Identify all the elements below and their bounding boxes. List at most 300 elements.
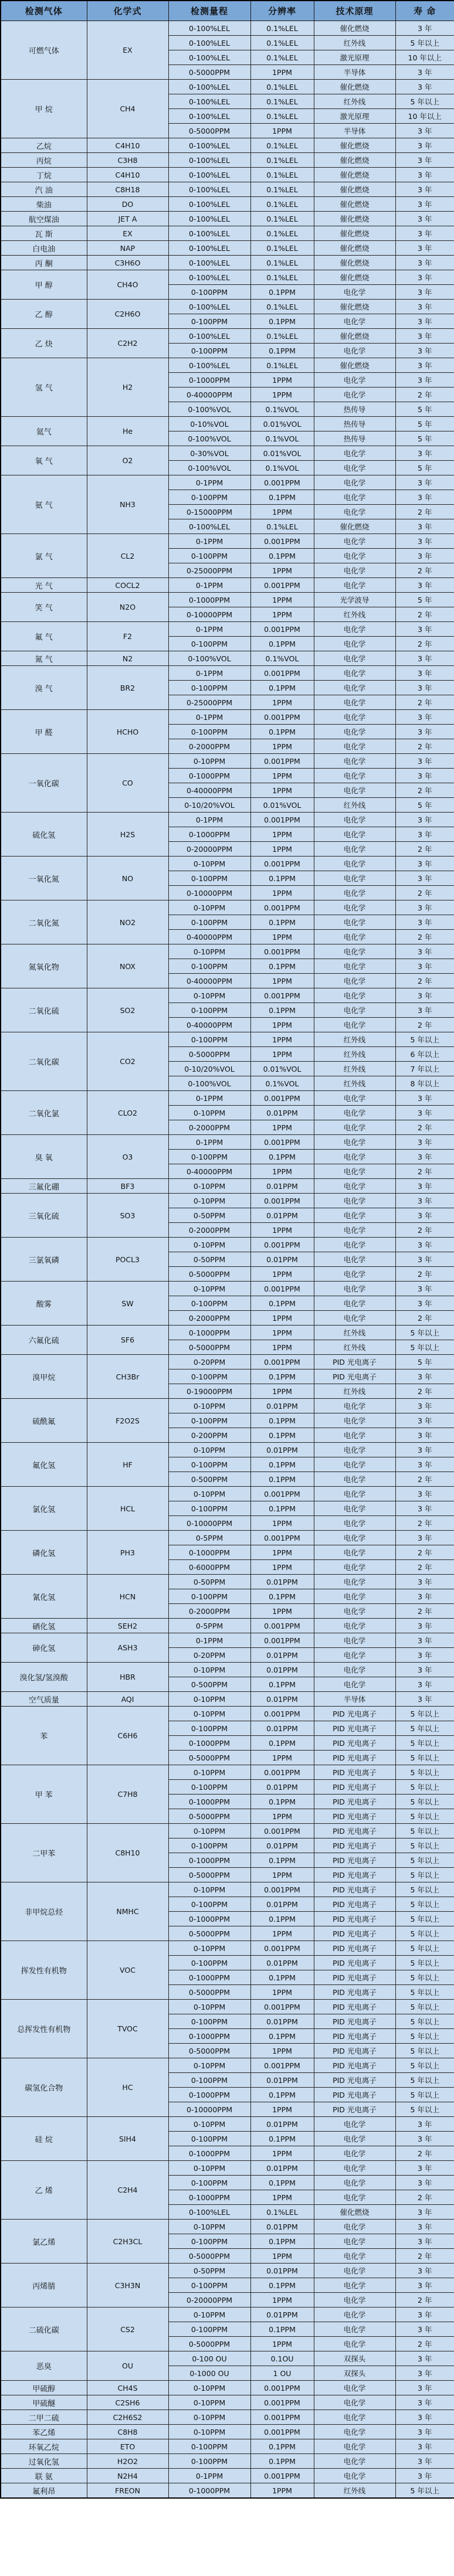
cell-formula: N2 xyxy=(87,651,168,666)
cell-range: 0-5000PPM xyxy=(168,1985,250,2000)
cell-principle: 电化学 xyxy=(314,1677,395,1692)
cell-formula: CH4S xyxy=(87,2381,168,2395)
cell-resolution: 1PPM xyxy=(250,2044,314,2058)
cell-range: 0-100%LEL xyxy=(168,256,250,270)
cell-resolution: 0.1PPM xyxy=(250,1472,314,1487)
cell-formula: C4H10 xyxy=(87,138,168,153)
cell-range: 0-19000PPM xyxy=(168,1384,250,1399)
cell-life: 3 年 xyxy=(395,373,454,388)
cell-principle: 激光原理 xyxy=(314,109,395,124)
cell-formula: POCL3 xyxy=(87,1238,168,1282)
cell-principle: 电化学 xyxy=(314,2264,395,2278)
cell-range: 0-40000PPM xyxy=(168,388,250,402)
cell-resolution: 1PPM xyxy=(250,1926,314,1941)
table-row xyxy=(1,651,454,666)
cell-range: 0-10PPM xyxy=(168,2117,250,2132)
cell-life: 2 年 xyxy=(395,1604,454,1619)
cell-formula: C2SH6 xyxy=(87,2395,168,2410)
column-header: 检测量程 xyxy=(168,1,250,21)
cell-range: 0-15000PPM xyxy=(168,505,250,519)
cell-life: 3 年 xyxy=(395,710,454,725)
cell-life: 5 年以上 xyxy=(395,1868,454,1882)
cell-life: 3 年 xyxy=(395,65,454,80)
cell-resolution: 0.001PPM xyxy=(250,988,314,1003)
cell-range: 0-5000PPM xyxy=(168,1047,250,1062)
cell-life: 3 年 xyxy=(395,754,454,769)
cell-resolution: 0.001PPM xyxy=(250,1707,314,1721)
cell-resolution: 0.01PPM xyxy=(250,1179,314,1194)
cell-principle: 电化学 xyxy=(314,1531,395,1545)
cell-principle: PID 光电离子 xyxy=(314,1795,395,1809)
cell-life: 3 年 xyxy=(395,2220,454,2234)
cell-life: 3 年 xyxy=(395,80,454,94)
cell-life: 3 年 xyxy=(395,1252,454,1267)
cell-range: 0-100PPM xyxy=(168,1457,250,1472)
cell-gas: 乙烷 xyxy=(1,138,87,153)
cell-formula: HCN xyxy=(87,1575,168,1619)
table-row xyxy=(1,358,454,373)
cell-life: 3 年 xyxy=(395,1369,454,1384)
cell-principle: 半导体 xyxy=(314,1692,395,1707)
cell-range: 0-1000PPM xyxy=(168,769,250,783)
table-row xyxy=(1,1707,454,1721)
cell-range: 0-1000PPM xyxy=(168,2029,250,2044)
cell-range: 0-1000PPM xyxy=(168,2483,250,2499)
cell-resolution: 0.1OU xyxy=(250,2351,314,2366)
cell-principle: 电化学 xyxy=(314,2278,395,2293)
cell-range: 0-10000PPM xyxy=(168,1516,250,1531)
cell-gas: 丙烷 xyxy=(1,153,87,168)
cell-principle: 电化学 xyxy=(314,1252,395,1267)
cell-formula: H2S xyxy=(87,813,168,857)
cell-resolution: 0.01PPM xyxy=(250,1838,314,1853)
cell-life: 10 年以上 xyxy=(395,50,454,65)
cell-range: 0-100%LEL xyxy=(168,50,250,65)
cell-range: 0-10/20%VOL xyxy=(168,798,250,813)
table-row xyxy=(1,2161,454,2176)
cell-principle: PID 光电离子 xyxy=(314,1369,395,1384)
cell-principle: 双探头 xyxy=(314,2351,395,2366)
cell-resolution: 0.1PPM xyxy=(250,871,314,886)
table-row xyxy=(1,475,454,490)
cell-gas: 甲 醛 xyxy=(1,710,87,754)
table-row xyxy=(1,80,454,94)
cell-resolution: 0.01PPM xyxy=(250,1106,314,1120)
cell-range: 0-100PPM xyxy=(168,871,250,886)
table-row xyxy=(1,593,454,607)
cell-principle: 电化学 xyxy=(314,344,395,358)
cell-life: 3 年 xyxy=(395,1238,454,1252)
cell-formula: C8H8 xyxy=(87,2425,168,2439)
cell-range: 0-100PPM xyxy=(168,1032,250,1047)
cell-life: 3 年 xyxy=(395,622,454,637)
cell-gas: 甲 醇 xyxy=(1,270,87,300)
cell-gas: 三氯氧磷 xyxy=(1,1238,87,1282)
cell-resolution: 0.001PPM xyxy=(250,475,314,490)
cell-principle: 红外线 xyxy=(314,1032,395,1047)
cell-principle: 电化学 xyxy=(314,373,395,388)
cell-life: 3 年 xyxy=(395,1135,454,1150)
table-row xyxy=(1,241,454,256)
cell-range: 0-100PPM xyxy=(168,637,250,651)
cell-principle: 电化学 xyxy=(314,388,395,402)
cell-principle: 电化学 xyxy=(314,2322,395,2337)
cell-resolution: 1PPM xyxy=(250,505,314,519)
table-row xyxy=(1,622,454,637)
cell-resolution: 1PPM xyxy=(250,930,314,944)
cell-principle: 催化燃烧 xyxy=(314,182,395,197)
cell-life: 3 年 xyxy=(395,959,454,974)
cell-resolution: 0.01PPM xyxy=(250,1780,314,1795)
cell-principle: 催化燃烧 xyxy=(314,329,395,344)
cell-principle: 电化学 xyxy=(314,578,395,593)
cell-range: 0-100%LEL xyxy=(168,94,250,109)
cell-principle: 电化学 xyxy=(314,2220,395,2234)
cell-range: 0-100%LEL xyxy=(168,21,250,36)
cell-principle: 电化学 xyxy=(314,2395,395,2410)
cell-resolution: 1PPM xyxy=(250,1809,314,1824)
cell-resolution: 0.1PPM xyxy=(250,1677,314,1692)
table-row xyxy=(1,1282,454,1296)
cell-gas: 空气质量 xyxy=(1,1692,87,1707)
cell-resolution: 0.001PPM xyxy=(250,1091,314,1106)
cell-resolution: 0.01%VOL xyxy=(250,798,314,813)
cell-life: 5 年以上 xyxy=(395,1941,454,1956)
cell-range: 0-100PPM xyxy=(168,1589,250,1604)
cell-life: 3 年 xyxy=(395,1282,454,1296)
cell-resolution: 0.01%VOL xyxy=(250,417,314,431)
cell-principle: 热传导 xyxy=(314,431,395,446)
cell-range: 0-10PPM xyxy=(168,2395,250,2410)
cell-resolution: 0.1PPM xyxy=(250,1853,314,1868)
cell-resolution: 0.01PPM xyxy=(250,1663,314,1677)
cell-range: 0-2000PPM xyxy=(168,1311,250,1326)
cell-principle: PID 光电离子 xyxy=(314,1897,395,1912)
cell-gas: 白电油 xyxy=(1,241,87,256)
cell-formula: He xyxy=(87,417,168,446)
cell-resolution: 0.001PPM xyxy=(250,1531,314,1545)
cell-gas: 氯乙烯 xyxy=(1,2220,87,2264)
cell-range: 0-10PPM xyxy=(168,2000,250,2014)
table-row xyxy=(1,813,454,827)
cell-range: 0-100%VOL xyxy=(168,431,250,446)
cell-gas: 臭 氧 xyxy=(1,1135,87,1179)
cell-resolution: 0.1PPM xyxy=(250,1457,314,1472)
cell-principle: PID 光电离子 xyxy=(314,2088,395,2102)
cell-life: 3 年 xyxy=(395,2117,454,2132)
cell-principle: PID 光电离子 xyxy=(314,2000,395,2014)
cell-range: 0-100PPM xyxy=(168,2014,250,2029)
cell-resolution: 1PPM xyxy=(250,695,314,710)
cell-life: 5 年以上 xyxy=(395,1809,454,1824)
cell-principle: PID 光电离子 xyxy=(314,1765,395,1780)
cell-principle: 电化学 xyxy=(314,1472,395,1487)
cell-gas: 氟利昂 xyxy=(1,2483,87,2499)
cell-formula: ETO xyxy=(87,2439,168,2454)
cell-resolution: 1PPM xyxy=(250,65,314,80)
cell-resolution: 0.1PPM xyxy=(250,725,314,739)
cell-life: 3 年 xyxy=(395,1589,454,1604)
cell-principle: 电化学 xyxy=(314,2293,395,2307)
cell-life: 3 年 xyxy=(395,2395,454,2410)
table-row xyxy=(1,212,454,226)
cell-formula: AQI xyxy=(87,1692,168,1707)
cell-resolution: 1PPM xyxy=(250,1120,314,1135)
cell-resolution: 0.1PPM xyxy=(250,2176,314,2190)
cell-principle: 电化学 xyxy=(314,1619,395,1633)
cell-life: 5 年以上 xyxy=(395,2483,454,2499)
cell-range: 0-100PPM xyxy=(168,2234,250,2249)
cell-gas: 瓦 斯 xyxy=(1,226,87,241)
cell-principle: 催化燃烧 xyxy=(314,21,395,36)
cell-range: 0-1000PPM xyxy=(168,2146,250,2161)
cell-range: 0-10PPM xyxy=(168,988,250,1003)
cell-range: 0-5000PPM xyxy=(168,2249,250,2264)
cell-resolution: 0.1%VOL xyxy=(250,461,314,475)
cell-resolution: 0.001PPM xyxy=(250,2410,314,2425)
cell-life: 3 年 xyxy=(395,1619,454,1633)
cell-gas: 二氧化硫 xyxy=(1,988,87,1032)
cell-resolution: 0.001PPM xyxy=(250,710,314,725)
cell-range: 0-10000PPM xyxy=(168,2102,250,2117)
cell-range: 0-10PPM xyxy=(168,1238,250,1252)
cell-life: 5 年以上 xyxy=(395,1838,454,1853)
cell-range: 0-20PPM xyxy=(168,1648,250,1663)
column-header: 化学式 xyxy=(87,1,168,21)
cell-life: 3 年 xyxy=(395,1150,454,1164)
cell-range: 0-5000PPM xyxy=(168,1751,250,1765)
table-row xyxy=(1,1824,454,1838)
cell-life: 5 年以上 xyxy=(395,2088,454,2102)
table-row xyxy=(1,1633,454,1648)
cell-principle: 电化学 xyxy=(314,988,395,1003)
cell-gas: 硒化氢 xyxy=(1,1619,87,1633)
cell-principle: 电化学 xyxy=(314,1282,395,1296)
cell-resolution: 0.1PPM xyxy=(250,959,314,974)
cell-principle: 电化学 xyxy=(314,725,395,739)
cell-principle: 热传导 xyxy=(314,402,395,417)
cell-range: 0-40000PPM xyxy=(168,1164,250,1179)
cell-resolution: 0.1%LEL xyxy=(250,212,314,226)
cell-formula: NAP xyxy=(87,241,168,256)
cell-range: 0-100PPM xyxy=(168,1897,250,1912)
gas-table-header xyxy=(1,1,454,21)
table-row xyxy=(1,1135,454,1150)
cell-life: 3 年 xyxy=(395,549,454,563)
cell-range: 0-1000PPM xyxy=(168,1736,250,1751)
cell-life: 5 年 xyxy=(395,461,454,475)
cell-life: 5 年以上 xyxy=(395,1970,454,1985)
cell-formula: N2H4 xyxy=(87,2469,168,2483)
cell-range: 0-50PPM xyxy=(168,1575,250,1589)
cell-principle: 催化燃烧 xyxy=(314,153,395,168)
cell-resolution: 0.1%LEL xyxy=(250,138,314,153)
cell-range: 0-100PPM xyxy=(168,2454,250,2469)
cell-principle: 催化燃烧 xyxy=(314,80,395,94)
cell-resolution: 1PPM xyxy=(250,1018,314,1032)
cell-formula: C3H8 xyxy=(87,153,168,168)
cell-gas: 一氧化氮 xyxy=(1,857,87,900)
cell-resolution: 0.1%LEL xyxy=(250,226,314,241)
table-row xyxy=(1,197,454,212)
cell-principle: PID 光电离子 xyxy=(314,1970,395,1985)
cell-life: 2 年 xyxy=(395,2293,454,2307)
cell-principle: PID 光电离子 xyxy=(314,1355,395,1369)
cell-range: 0-100PPM xyxy=(168,2132,250,2146)
cell-resolution: 0.1PPM xyxy=(250,1795,314,1809)
table-row xyxy=(1,578,454,593)
cell-principle: 电化学 xyxy=(314,651,395,666)
cell-principle: 电化学 xyxy=(314,314,395,329)
cell-principle: 电化学 xyxy=(314,739,395,754)
cell-life: 5 年以上 xyxy=(395,2073,454,2088)
cell-life: 5 年 xyxy=(395,417,454,431)
cell-range: 0-10PPM xyxy=(168,1765,250,1780)
cell-life: 3 年 xyxy=(395,578,454,593)
cell-principle: 双探头 xyxy=(314,2366,395,2381)
cell-principle: 电化学 xyxy=(314,900,395,915)
cell-principle: 红外线 xyxy=(314,1384,395,1399)
cell-resolution: 0.1PPM xyxy=(250,2322,314,2337)
cell-gas: 二甲二硫 xyxy=(1,2410,87,2425)
cell-life: 3 年 xyxy=(395,2366,454,2381)
cell-life: 3 年 xyxy=(395,651,454,666)
cell-principle: 电化学 xyxy=(314,1106,395,1120)
cell-range: 0-40000PPM xyxy=(168,930,250,944)
cell-gas: 氨 气 xyxy=(1,475,87,534)
table-row xyxy=(1,226,454,241)
cell-range: 0-1PPM xyxy=(168,578,250,593)
cell-principle: 电化学 xyxy=(314,813,395,827)
cell-principle: 电化学 xyxy=(314,1311,395,1326)
cell-life: 3 年 xyxy=(395,2351,454,2366)
cell-life: 3 年 xyxy=(395,2264,454,2278)
cell-range: 0-100PPM xyxy=(168,314,250,329)
table-row xyxy=(1,710,454,725)
cell-principle: 催化燃烧 xyxy=(314,519,395,534)
column-header: 寿 命 xyxy=(395,1,454,21)
cell-life: 2 年 xyxy=(395,842,454,857)
cell-principle: 红外线 xyxy=(314,36,395,50)
cell-principle: 电化学 xyxy=(314,563,395,578)
cell-principle: PID 光电离子 xyxy=(314,1853,395,1868)
column-header: 分辨率 xyxy=(250,1,314,21)
cell-formula: C7H8 xyxy=(87,1765,168,1824)
cell-principle: 电化学 xyxy=(314,974,395,988)
cell-principle: 电化学 xyxy=(314,1091,395,1106)
cell-life: 3 年 xyxy=(395,226,454,241)
cell-range: 0-10PPM xyxy=(168,857,250,871)
cell-principle: 电化学 xyxy=(314,1501,395,1516)
table-row xyxy=(1,446,454,461)
cell-range: 0-10000PPM xyxy=(168,886,250,900)
cell-resolution: 1PPM xyxy=(250,2190,314,2205)
cell-formula: C3H3N xyxy=(87,2264,168,2307)
cell-resolution: 1PPM xyxy=(250,842,314,857)
cell-formula: JET A xyxy=(87,212,168,226)
cell-formula: SO3 xyxy=(87,1194,168,1238)
cell-resolution: 0.01PPM xyxy=(250,1692,314,1707)
cell-principle: 电化学 xyxy=(314,1018,395,1032)
cell-principle: 电化学 xyxy=(314,490,395,505)
cell-resolution: 0.1%VOL xyxy=(250,431,314,446)
cell-life: 2 年 xyxy=(395,2146,454,2161)
cell-range: 0-100PPM xyxy=(168,344,250,358)
cell-range: 0-100%LEL xyxy=(168,300,250,314)
cell-resolution: 0.001PPM xyxy=(250,900,314,915)
cell-range: 0-100PPM xyxy=(168,2176,250,2190)
cell-resolution: 0.01PPM xyxy=(250,2307,314,2322)
cell-life: 3 年 xyxy=(395,2454,454,2469)
cell-range: 0-25000PPM xyxy=(168,695,250,710)
cell-gas: 氯 气 xyxy=(1,534,87,578)
cell-gas: 非甲烷总烃 xyxy=(1,1882,87,1941)
cell-principle: 电化学 xyxy=(314,2307,395,2322)
cell-resolution: 0.1PPM xyxy=(250,2029,314,2044)
cell-formula: H2O2 xyxy=(87,2454,168,2469)
cell-resolution: 0.01PPM xyxy=(250,2117,314,2132)
cell-resolution: 0.01%VOL xyxy=(250,1062,314,1076)
cell-range: 0-1PPM xyxy=(168,622,250,637)
cell-principle: 电化学 xyxy=(314,944,395,959)
cell-range: 0-100%VOL xyxy=(168,461,250,475)
cell-range: 0-1000PPM xyxy=(168,1912,250,1926)
cell-gas: 二甲苯 xyxy=(1,1824,87,1882)
gas-table-body xyxy=(1,21,454,2499)
cell-resolution: 0.1PPM xyxy=(250,344,314,358)
table-row xyxy=(1,2307,454,2322)
cell-life: 3 年 xyxy=(395,2132,454,2146)
cell-principle: PID 光电离子 xyxy=(314,2044,395,2058)
cell-range: 0-50PPM xyxy=(168,1208,250,1223)
cell-formula: CL2 xyxy=(87,534,168,578)
cell-gas: 挥发性有机物 xyxy=(1,1941,87,2000)
cell-resolution: 0.001PPM xyxy=(250,1194,314,1208)
cell-principle: 电化学 xyxy=(314,1003,395,1018)
cell-resolution: 0.001PPM xyxy=(250,622,314,637)
cell-life: 5 年以上 xyxy=(395,1326,454,1340)
cell-range: 0-100%LEL xyxy=(168,329,250,344)
cell-range: 0-5000PPM xyxy=(168,1926,250,1941)
cell-life: 5 年 xyxy=(395,798,454,813)
cell-range: 0-10PPM xyxy=(168,1707,250,1721)
cell-principle: PID 光电离子 xyxy=(314,2029,395,2044)
cell-resolution: 0.01PPM xyxy=(250,1399,314,1413)
table-row xyxy=(1,2000,454,2014)
cell-life: 3 年 xyxy=(395,2469,454,2483)
cell-life: 3 年 xyxy=(395,1663,454,1677)
cell-formula: NO2 xyxy=(87,900,168,944)
cell-life: 3 年 xyxy=(395,857,454,871)
cell-principle: PID 光电离子 xyxy=(314,1721,395,1736)
cell-range: 0-100%LEL xyxy=(168,241,250,256)
cell-principle: 电化学 xyxy=(314,2146,395,2161)
cell-principle: 电化学 xyxy=(314,1238,395,1252)
table-row xyxy=(1,138,454,153)
cell-gas: 氯化氢 xyxy=(1,1487,87,1531)
cell-life: 5 年以上 xyxy=(395,1926,454,1941)
cell-life: 2 年 xyxy=(395,1545,454,1560)
cell-formula: NOX xyxy=(87,944,168,988)
cell-range: 0-50PPM xyxy=(168,2264,250,2278)
cell-principle: 催化燃烧 xyxy=(314,138,395,153)
cell-formula: EX xyxy=(87,21,168,80)
cell-range: 0-1PPM xyxy=(168,1135,250,1150)
cell-gas: 一氧化碳 xyxy=(1,754,87,813)
cell-range: 0-10PPM xyxy=(168,2220,250,2234)
cell-resolution: 0.1%LEL xyxy=(250,270,314,285)
cell-range: 0-100%LEL xyxy=(168,212,250,226)
